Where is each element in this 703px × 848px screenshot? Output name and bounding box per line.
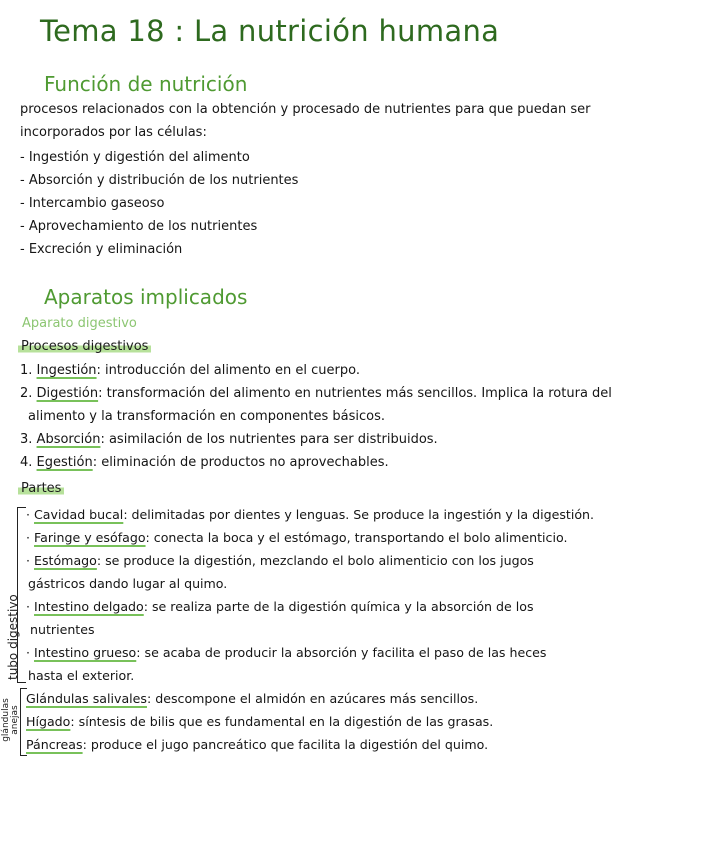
item-term: Egestión <box>36 455 93 470</box>
funcion-intro <box>20 98 590 144</box>
item-term: Hígado <box>26 714 71 729</box>
item-text: : asimilación de los nutrientes para ser distribuidos. <box>100 432 438 447</box>
list-item <box>20 382 612 405</box>
list-item: - Ingestión y digestión del alimento <box>20 150 250 165</box>
funcion-list <box>20 146 298 261</box>
list-item: - Intercambio gaseoso <box>20 196 165 211</box>
item-term: Ingestión <box>36 363 97 378</box>
label-procesos-digestivos: Procesos digestivos <box>18 339 151 354</box>
item-text: : se produce la digestión, mezclando el bolo alimenticio con los jugos <box>96 553 534 568</box>
item-continuation: gástricos dando lugar al quimo. <box>28 576 228 591</box>
item-continuation: alimento y la transformación en componentes básicos. <box>28 409 386 424</box>
intro-line: procesos relacionados con la obtención y procesado de nutrientes para que puedan ser <box>20 102 591 117</box>
glandulas-list <box>26 687 493 756</box>
page-title: Tema 18 : La nutrición humana <box>40 14 500 48</box>
tubo-label: tubo digestivo <box>6 594 20 680</box>
list-item: - Absorción y distribución de los nutrientes <box>20 173 299 188</box>
item-text: : descompone el almidón en azúcares más sencillos. <box>146 691 479 706</box>
item-text: : introducción del alimento en el cuerpo. <box>96 363 360 378</box>
item-text: : produce el jugo pancreático que facilita la digestión del quimo. <box>82 737 489 752</box>
section-heading-aparatos: Aparatos implicados <box>44 285 248 309</box>
item-term: Cavidad bucal <box>34 507 124 522</box>
procesos-list <box>20 359 612 474</box>
item-text: : conecta la boca y el estómago, transportando el bolo alimenticio. <box>145 530 568 545</box>
list-item: · Cavidad bucal: delimitadas por dientes y lenguas. Se produce la ingestión y la digestión. <box>26 507 595 522</box>
subheading-aparato-digestivo: Aparato digestivo <box>22 316 137 331</box>
item-continuation: hasta el exterior. <box>28 668 135 683</box>
list-item <box>20 359 612 382</box>
list-item <box>20 451 612 474</box>
item-number: 3. <box>20 432 33 447</box>
item-text: : síntesis de bilis que es fundamental en la digestión de las grasas. <box>70 714 494 729</box>
item-text: : eliminación de productos no aprovechables. <box>92 455 389 470</box>
item-number: 4. <box>20 455 33 470</box>
list-item <box>26 687 493 710</box>
intro-line: incorporados por las células: <box>20 125 207 140</box>
item-number: 1. <box>20 363 33 378</box>
glandulas-label: glándulas anejas <box>1 698 20 742</box>
item-term: Estómago <box>34 553 97 568</box>
item-term: Páncreas <box>26 737 83 752</box>
item-text: : se realiza parte de la digestión química y la absorción de los <box>143 599 534 614</box>
section-heading-funcion: Función de nutrición <box>44 72 248 96</box>
item-term: Intestino delgado <box>34 599 144 614</box>
list-item <box>26 733 493 756</box>
list-item: - Excreción y eliminación <box>20 242 183 257</box>
list-item <box>26 710 493 733</box>
item-term: Faringe y esófago <box>34 530 146 545</box>
list-item: · Intestino delgado: se realiza parte de la digestión química y la absorción de los <box>26 599 534 614</box>
list-item: · Intestino grueso: se acaba de producir la absorción y facilita el paso de las heces <box>26 645 547 660</box>
item-text: : delimitadas por dientes y lenguas. Se produce la ingestión y la digestión. <box>123 507 595 522</box>
item-text: : transformación del alimento en nutrientes más sencillos. Implica la rotura del <box>98 386 612 401</box>
label-partes: Partes <box>18 481 64 496</box>
item-continuation: nutrientes <box>30 622 95 637</box>
list-item: · Estómago: se produce la digestión, mezclando el bolo alimenticio con los jugos <box>26 553 534 568</box>
item-text: : se acaba de producir la absorción y facilita el paso de las heces <box>136 645 547 660</box>
tubo-list <box>26 503 594 687</box>
item-term: Intestino grueso <box>34 645 137 660</box>
list-item <box>20 428 612 451</box>
item-number: 2. <box>20 386 33 401</box>
list-item: - Aprovechamiento de los nutrientes <box>20 219 258 234</box>
item-term: Digestión <box>36 386 99 401</box>
list-item: · Faringe y esófago: conecta la boca y el estómago, transportando el bolo alimenticio. <box>26 530 568 545</box>
item-term: Glándulas salivales <box>26 691 147 706</box>
item-term: Absorción <box>36 432 101 447</box>
